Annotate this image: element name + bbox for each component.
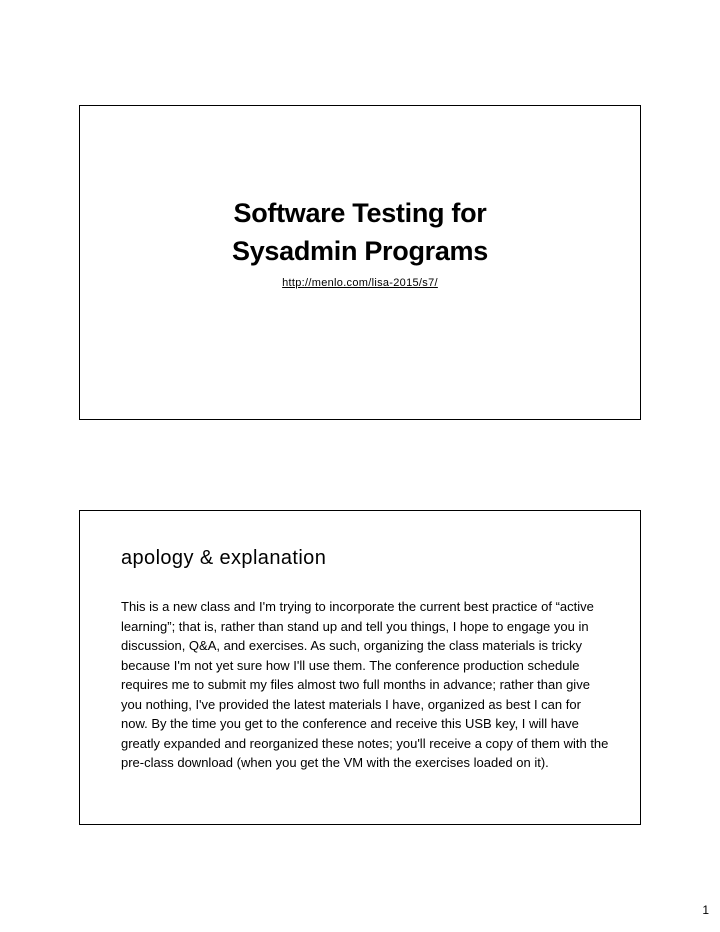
slide-body-text: This is a new class and I'm trying to incorporate the current best practice of “active learning”; that is, rather than stand up and tell you things, I hope to engage you in discussion, Q&A, and exercises. As such, organizing the class materials is tricky because I'm not yet sure how I'll use them. The conference production schedule requires me to submit my files almost two full months in advance; rather than give you nothing, I've provided the latest materials I have, organized as best I can for now. By the time you get to the conference and receive this USB key, I will have greatly expanded and reorganized these notes; you'll receive a copy of them with the pre-class download (when you get the VM with the exercises loaded on it). <box>121 599 609 770</box>
apology-slide <box>79 510 641 825</box>
slide-heading: apology & explanation <box>121 547 327 569</box>
slide-title-line-2: Sysadmin Programs <box>231 236 488 266</box>
slide-title-line-1: Software Testing for <box>233 198 487 228</box>
page-number: 1 <box>702 903 709 917</box>
title-block <box>80 194 640 291</box>
title-slide <box>79 105 641 420</box>
course-url-link[interactable]: http://menlo.com/lisa-2015/s7/ <box>282 277 438 289</box>
